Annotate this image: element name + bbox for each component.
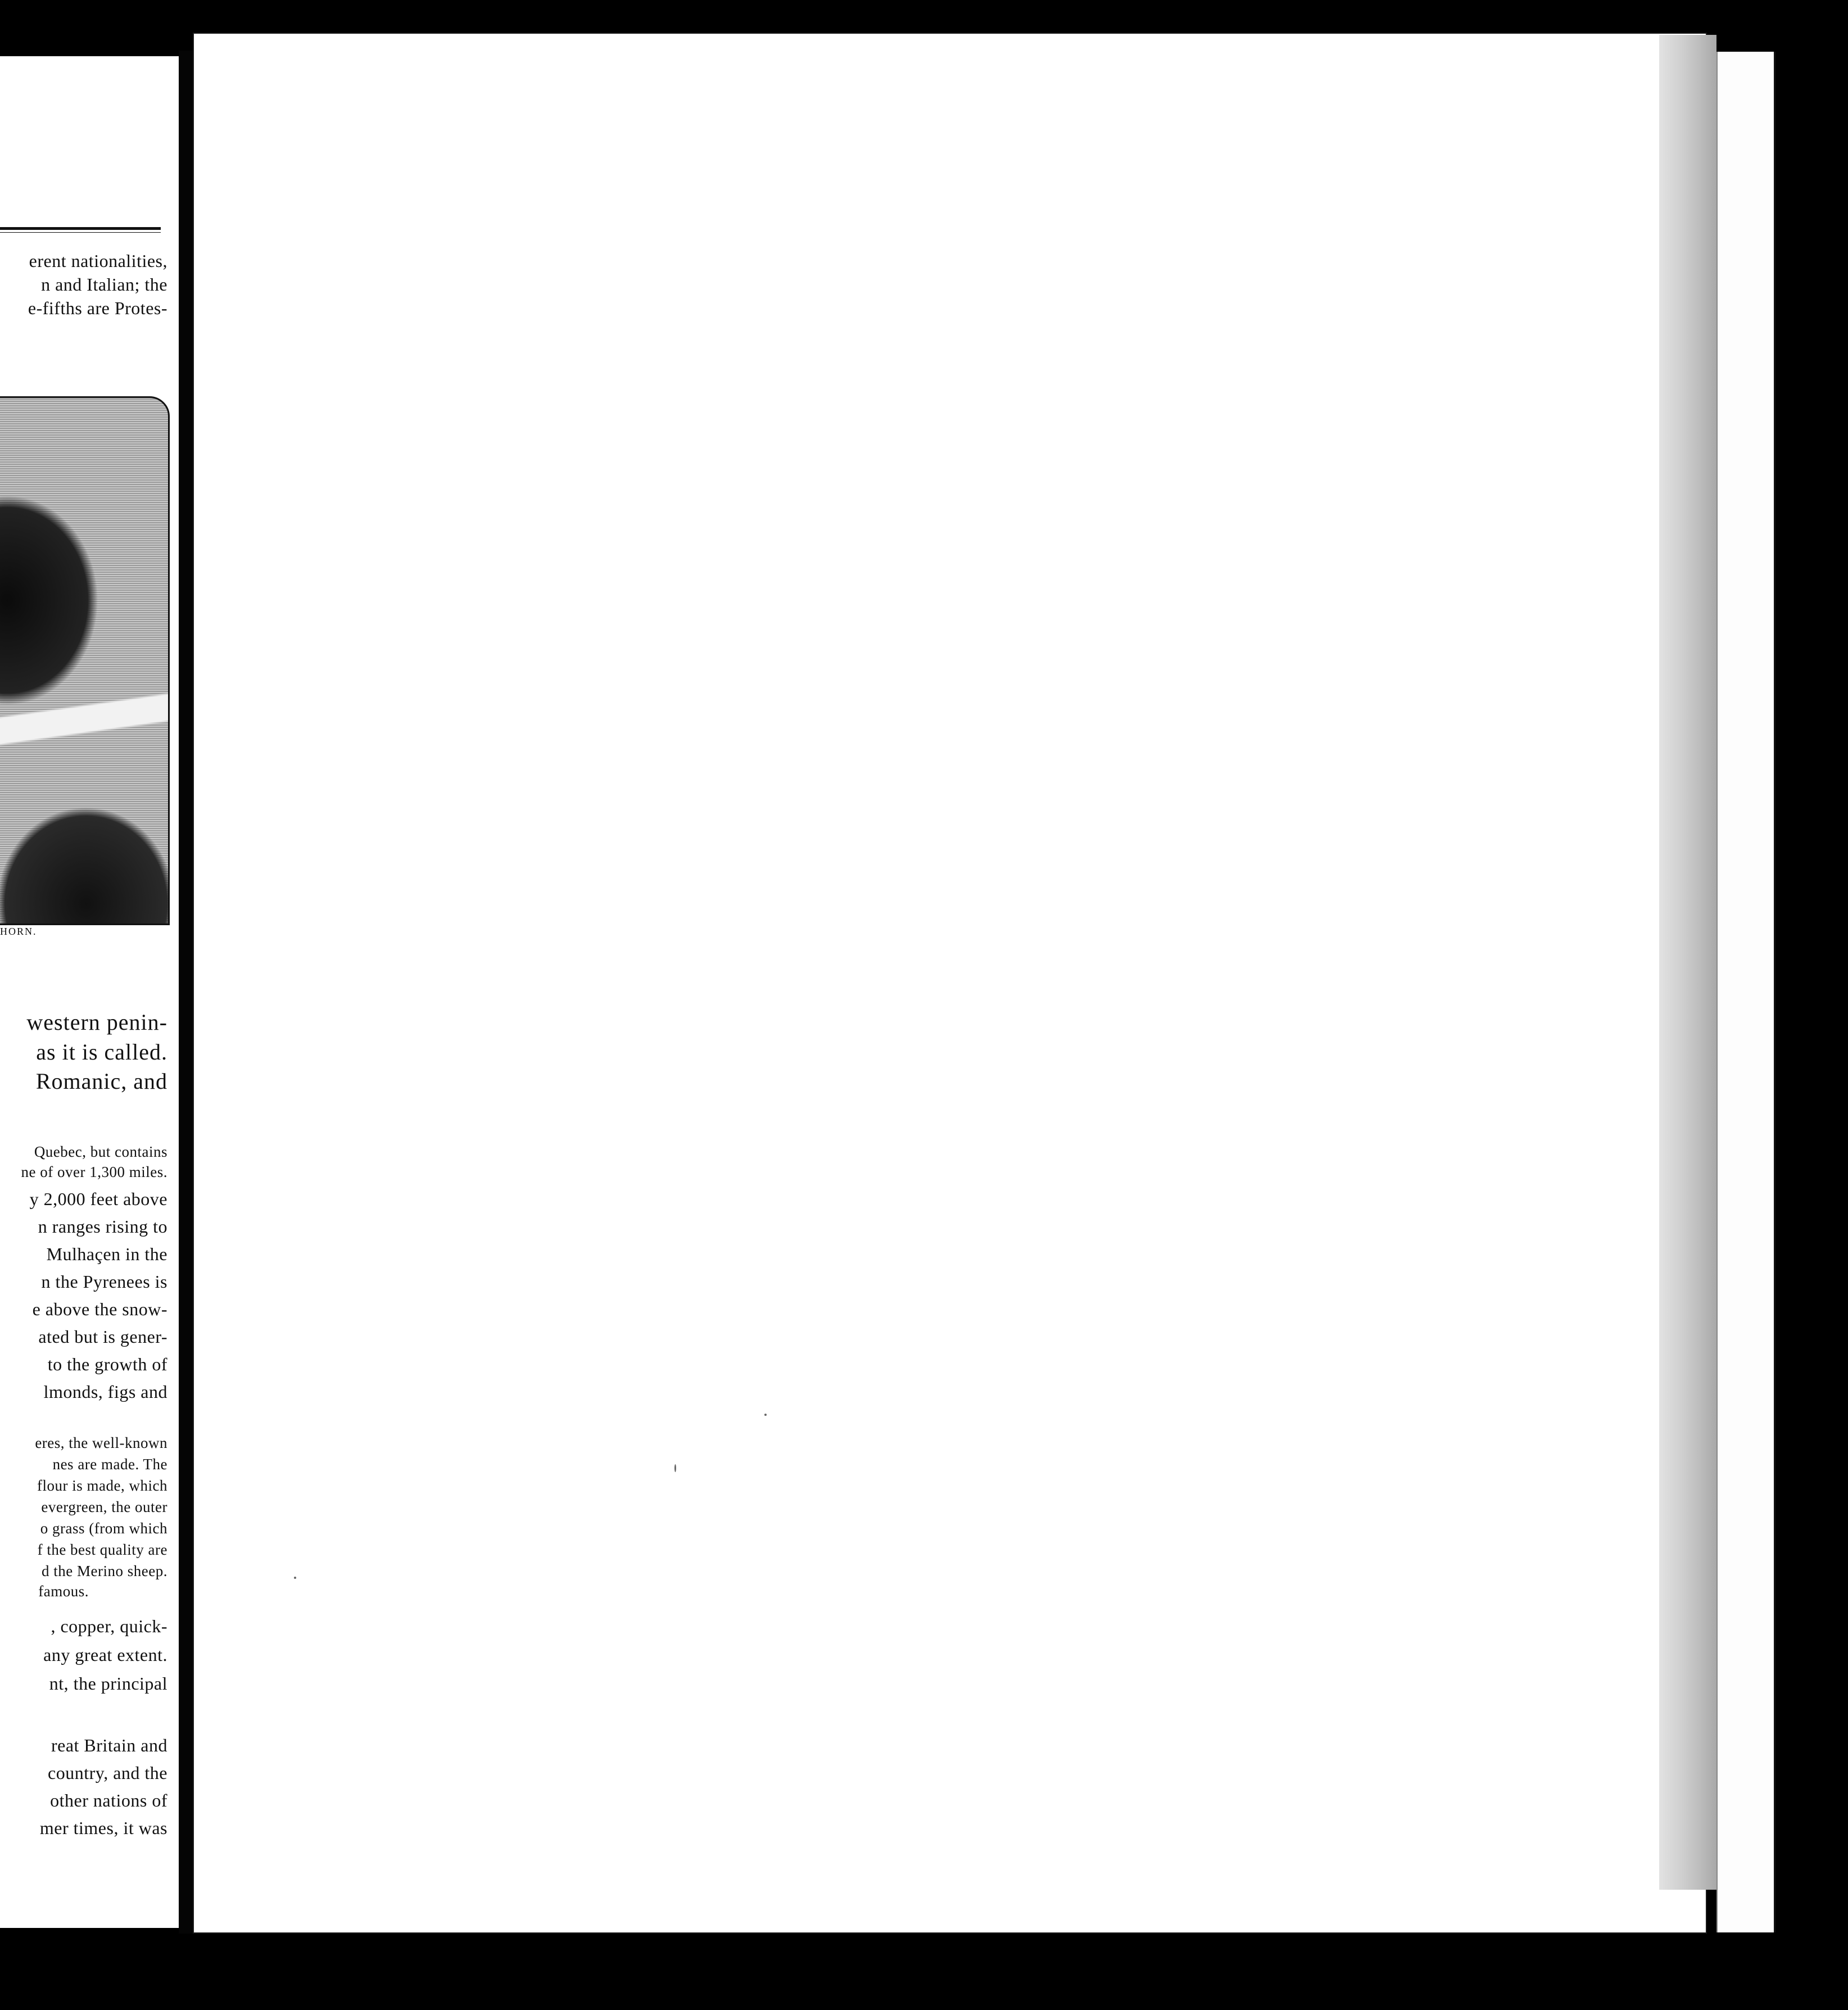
text-line: e above the snow- — [32, 1299, 167, 1319]
note-line: o grass (from which — [40, 1520, 167, 1537]
page-block-edge — [1659, 35, 1716, 1890]
text-line: e-fifths are Protes- — [28, 298, 167, 318]
text-line: any great extent. — [43, 1645, 167, 1665]
note-line: Quebec, but contains — [34, 1143, 167, 1160]
note-line: nes are made. The — [52, 1456, 167, 1473]
previous-page — [0, 56, 180, 1928]
text-line: other nations of — [50, 1790, 167, 1810]
text-line: as it is called. — [36, 1039, 167, 1065]
text-line: n the Pyrenees is — [41, 1271, 167, 1292]
header-rule — [0, 227, 161, 230]
text-line: western penin- — [26, 1009, 167, 1035]
text-line: erent nationalities, — [29, 251, 167, 271]
note-line: d the Merino sheep. — [42, 1563, 167, 1579]
paper-speck — [674, 1464, 676, 1472]
text-line: Mulhaçen in the — [46, 1244, 167, 1264]
blank-page — [194, 34, 1706, 1932]
photo-caption: HORN. — [0, 926, 37, 937]
text-line: mer times, it was — [39, 1818, 167, 1838]
header-rule-thin — [0, 232, 161, 233]
mountain-photo — [0, 396, 170, 925]
paper-speck — [764, 1414, 767, 1416]
text-line: reat Britain and — [51, 1735, 167, 1755]
text-line: nt, the principal — [49, 1673, 167, 1694]
text-line: country, and the — [48, 1763, 167, 1783]
text-line: n ranges rising to — [38, 1216, 167, 1237]
text-line: Romanic, and — [35, 1069, 167, 1094]
note-line: ne of over 1,300 miles. — [21, 1164, 167, 1180]
note-line: flour is made, which — [37, 1477, 167, 1494]
text-line: n and Italian; the — [41, 274, 167, 295]
note-line: evergreen, the outer — [41, 1499, 167, 1515]
text-line: ated but is gener- — [38, 1327, 167, 1347]
note-line: f the best quality are — [37, 1541, 167, 1558]
back-board — [1716, 52, 1775, 1932]
text-line: lmonds, figs and — [43, 1382, 167, 1402]
note-line: famous. — [38, 1583, 89, 1600]
text-line: , copper, quick- — [51, 1616, 167, 1636]
text-line: y 2,000 feet above — [29, 1189, 167, 1209]
note-line: eres, the well-known — [35, 1434, 167, 1451]
paper-speck — [294, 1577, 296, 1579]
text-line: to the growth of — [47, 1354, 167, 1374]
book-gutter — [179, 51, 196, 1934]
